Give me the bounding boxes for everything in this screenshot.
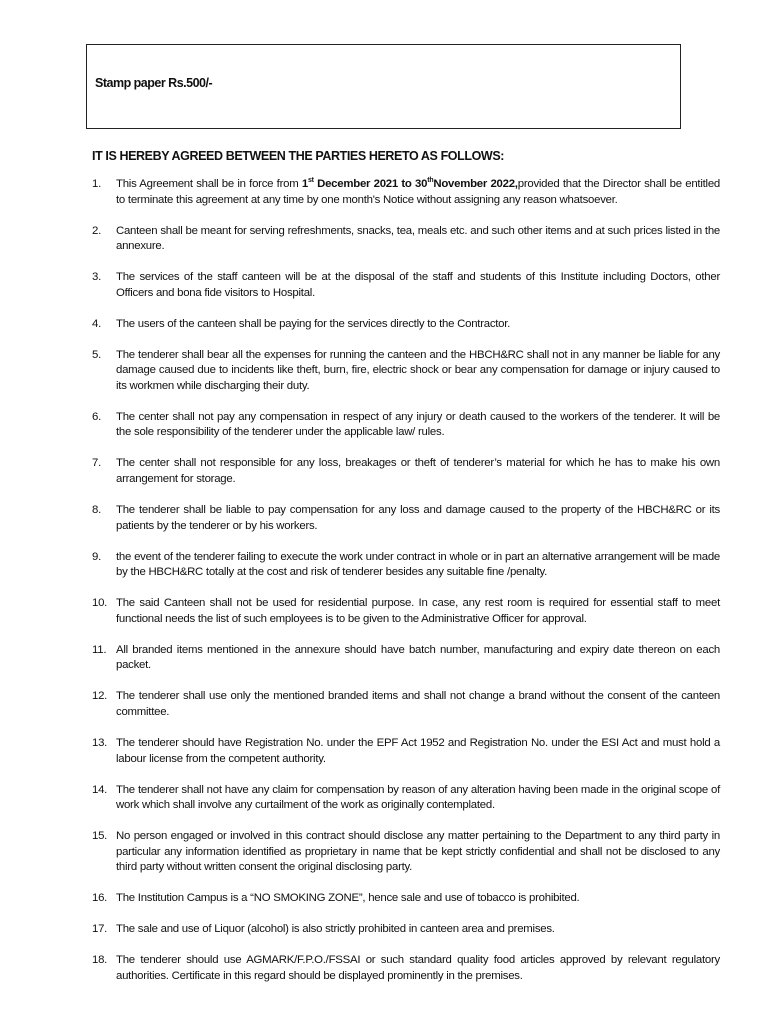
clause-number: 1.	[92, 178, 101, 190]
clause-number: 5.	[92, 348, 101, 361]
agreement-heading: IT IS HEREBY AGREED BETWEEN THE PARTIES HERETO AS FOLLOWS:	[92, 149, 505, 163]
agreement-period	[302, 178, 518, 190]
clause-text: All branded items mentioned in the annexure should have batch number, manufacturing and expiry date thereon on each packet.	[116, 643, 720, 672]
clause-number: 10.	[92, 597, 108, 610]
clause-text: The tenderer should have Registration No. under the EPF Act 1952 and Registration No. under the ESI Act and must hold a labour license from the competent authority.	[116, 736, 720, 765]
clause-item-11	[92, 643, 720, 674]
start-day: 1	[301, 178, 308, 190]
clause-number: 6.	[92, 410, 101, 423]
agreement-clauses-list	[92, 177, 720, 1000]
clause-item-8	[92, 503, 720, 534]
clause-number: 2.	[92, 224, 101, 237]
clause-item-12	[92, 689, 720, 720]
stamp-paper-box	[86, 44, 681, 129]
clause-text: The services of the staff canteen will be at the disposal of the staff and students of this Institute including Doctors, other Officers and bona fide visitors to Hospital.	[116, 271, 720, 299]
clause-text: Canteen shall be meant for serving refreshments, snacks, tea, meals etc. and such other items and at such prices listed in the annexure.	[116, 224, 720, 253]
clause-text: the event of the tenderer failing to execute the work under contract in whole or in part an alternative arrangement will be made by the HBCH&RC totally at the cost and risk of tenderer besides any suitable fine /penalty.	[116, 550, 720, 579]
clause-1-intro: This Agreement shall be in force from	[116, 178, 302, 190]
clause-number: 7.	[92, 457, 101, 470]
clause-item-6	[92, 410, 720, 441]
clause-number: 8.	[92, 504, 101, 517]
clause-text: The tenderer shall use only the mentioned branded items and shall not change a brand without the consent of the canteen committee.	[116, 690, 720, 718]
start-day-suffix: st	[307, 177, 314, 185]
clause-item-1	[92, 177, 720, 208]
clause-number: 16.	[92, 892, 108, 905]
clause-number: 14.	[92, 783, 108, 796]
clause-item-16	[92, 891, 720, 907]
clause-number: 3.	[92, 271, 101, 284]
clause-number: 13.	[92, 736, 108, 749]
clause-text: The tenderer shall be liable to pay compensation for any loss and damage caused to the property of the HBCH&RC or its patients by the tenderer or by his workers.	[116, 504, 720, 532]
clause-item-15	[92, 829, 720, 876]
end-day-suffix: th	[427, 177, 434, 185]
clause-item-18	[92, 953, 720, 984]
clause-number: 17.	[92, 923, 108, 936]
clause-item-4	[92, 317, 720, 333]
clause-text: The sale and use of Liquor (alcohol) is also strictly prohibited in canteen area and premises.	[116, 923, 555, 936]
clause-number: 4.	[92, 317, 101, 330]
clause-text	[116, 178, 720, 206]
clause-text: The tenderer shall not have any claim for compensation by reason of any alteration having been made in the original scope of work which shall involve any curtailment of the work as originally contemplated.	[116, 783, 720, 812]
clause-item-5	[92, 348, 720, 395]
clause-number: 11.	[92, 643, 107, 656]
clause-text: The tenderer shall bear all the expenses for running the canteen and the HBCH&RC shall not in any manner be liable for any damage caused due to incidents like theft, burn, fire, electric shock or bear any compensation for damage or injury caused to its workmen while discharging their duty.	[116, 348, 720, 392]
clause-number: 12.	[92, 690, 108, 703]
clause-item-17	[92, 922, 720, 938]
clause-text: The users of the canteen shall be paying for the services directly to the Contractor.	[116, 317, 511, 330]
start-rest: December 2021 to 30	[313, 178, 428, 190]
clause-text: The tenderer should use AGMARK/F.P.O./FSSAI or such standard quality food articles approved by relevant regulatory authorities. Certificate in this regard should be displayed prominently in the premises.	[116, 954, 720, 982]
end-rest: November 2022,	[433, 178, 518, 190]
clause-text: No person engaged or involved in this contract should disclose any matter pertaining to the Department to any third party in particular any information identified as proprietary in name that be kept strictly confidential and shall not be disclosed to any third party without written consent the original disclosing party.	[116, 830, 720, 874]
clause-number: 9.	[92, 550, 101, 563]
clause-item-14	[92, 783, 720, 814]
stamp-paper-label: Stamp paper Rs.500/-	[95, 76, 213, 90]
clause-text: The said Canteen shall not be used for residential purpose. In case, any rest room is required for essential staff to meet functional needs the list of such employees is to be given to the Administrative Officer for approval.	[116, 597, 720, 625]
clause-1-rest: provided that the Director shall be entitled to terminate this agreement at any time by one month's Notice without assigning any reason whatsoever.	[116, 178, 720, 206]
clause-item-3	[92, 270, 720, 301]
clause-item-7	[92, 456, 720, 487]
clause-text: The Institution Campus is a “NO SMOKING ZONE”, hence sale and use of tobacco is prohibited.	[116, 892, 580, 905]
clause-item-2	[92, 224, 720, 255]
clause-number: 18.	[92, 954, 108, 967]
clause-item-13	[92, 736, 720, 767]
clause-number: 15.	[92, 830, 108, 843]
clause-item-9	[92, 550, 720, 581]
clause-text: The center shall not pay any compensation in respect of any injury or death caused to the workers of the tenderer. It will be the sole responsibility of the tenderer under the applicable law/ rules.	[116, 410, 720, 439]
clause-text: The center shall not responsible for any loss, breakages or theft of tenderer’s material for which he has to make his own arrangement for storage.	[116, 457, 720, 486]
clause-item-10	[92, 596, 720, 627]
